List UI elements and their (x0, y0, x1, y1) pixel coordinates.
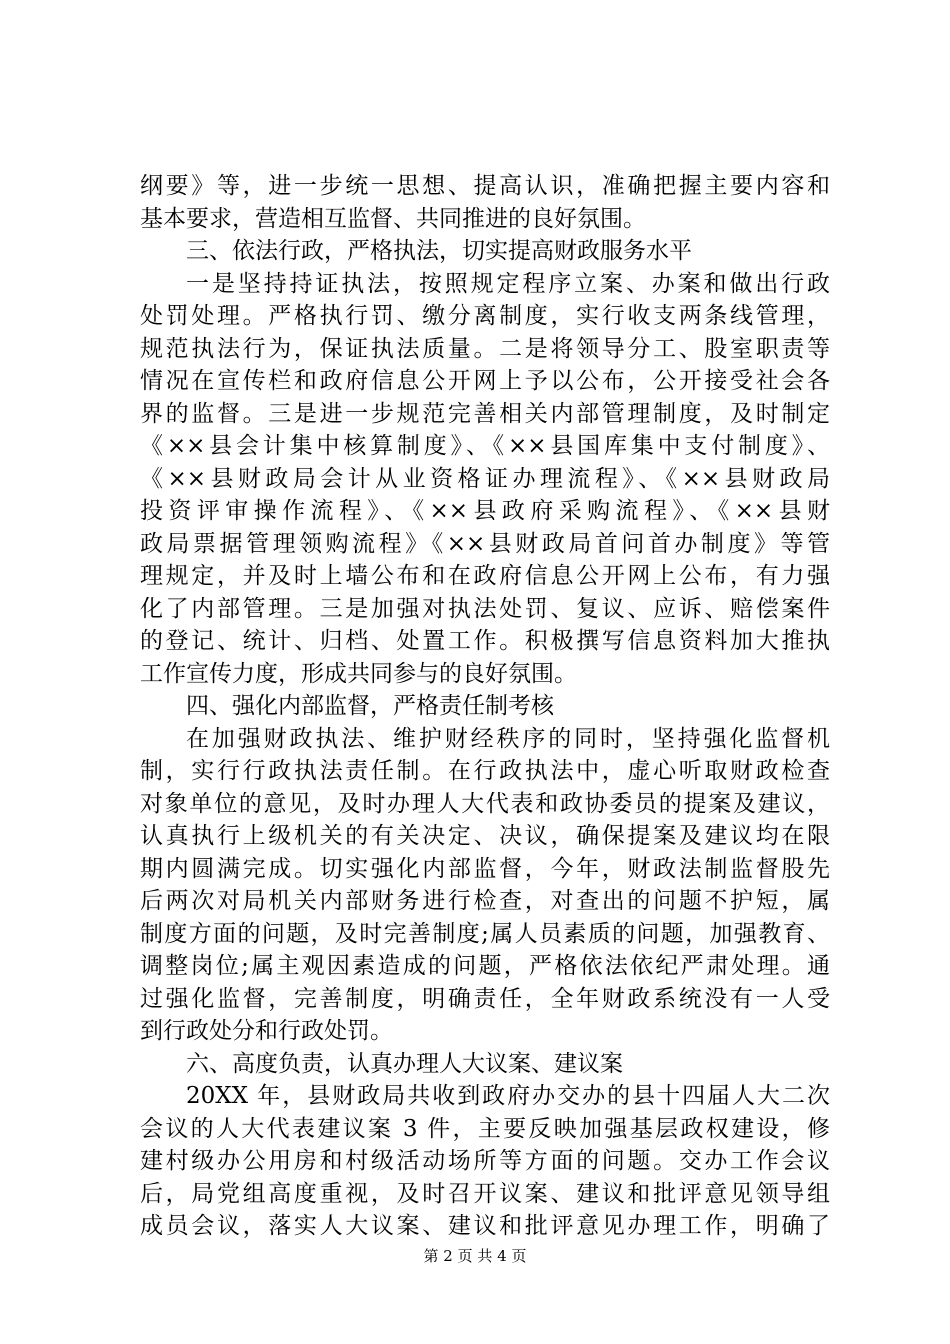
text-line: 化了内部管理。三是加强对执法处罚、复议、应诉、赔偿案件 (140, 595, 830, 622)
text-line: 三、依法行政，严格执法，切实提高财政服务水平 (186, 238, 692, 264)
text-line: 四、强化内部监督，严格责任制考核 (186, 693, 554, 719)
text-line: 在加强财政执法、维护财经秩序的同时，坚持强化监督机 (186, 725, 830, 752)
text-line: 成员会议，落实人大议案、建议和批评意见办理工作，明确了 (140, 1213, 830, 1239)
text-line: 《××县会计集中核算制度》、《××县国库集中支付制度》、 (140, 433, 830, 459)
text-line: 20XX 年，县财政局共收到政府办交办的县十四届人大二次 (186, 1083, 830, 1109)
document-body (140, 170, 830, 1243)
text-line: 工作宣传力度，形成共同参与的良好氛围。 (140, 660, 577, 687)
text-line: 界的监督。三是进一步规范完善相关内部管理制度，及时制定 (140, 400, 830, 427)
text-line: 建村级办公用房和村级活动场所等方面的问题。交办工作会议 (140, 1148, 830, 1174)
text-line: 认真执行上级机关的有关决定、决议，确保提案及建议均在限 (140, 823, 830, 849)
text-line: 过强化监督，完善制度，明确责任，全年财政系统没有一人受 (140, 985, 830, 1012)
text-line: 基本要求，营造相互监督、共同推进的良好氛围。 (140, 205, 646, 232)
text-line: 期内圆满完成。切实强化内部监督，今年，财政法制监督股先 (140, 855, 830, 882)
text-line: 的登记、统计、归档、处置工作。积极撰写信息资料加大推执 (140, 628, 830, 654)
text-line: 纲要》等，进一步统一思想、提高认识，准确把握主要内容和 (140, 173, 830, 199)
text-line: 一是坚持持证执法，按照规定程序立案、办案和做出行政 (186, 270, 830, 297)
text-line: 六、高度负责，认真办理人大议案、建议案 (186, 1050, 623, 1077)
text-line: 制，实行行政执法责任制。在行政执法中，虚心听取财政检查 (140, 758, 830, 784)
text-line: 规范执法行为，保证执法质量。二是将领导分工、股室职责等 (140, 335, 830, 362)
text-line: 处罚处理。严格执行罚、缴分离制度，实行收支两条线管理， (140, 303, 830, 329)
text-line: 到行政处分和行政处罚。 (140, 1018, 393, 1044)
text-line: 制度方面的问题，及时完善制度;属人员素质的问题，加强教育、 (140, 920, 830, 947)
text-line: 理规定，并及时上墙公布和在政府信息公开网上公布，有力强 (140, 563, 830, 589)
text-line: 对象单位的意见，及时办理人大代表和政协委员的提案及建议， (140, 790, 830, 817)
text-line: 政局票据管理领购流程》《××县财政局首问首办制度》等管 (140, 530, 830, 557)
text-line: 后，局党组高度重视，及时召开议案、建议和批评意见领导组 (140, 1180, 830, 1207)
text-line: 投资评审操作流程》、《××县政府采购流程》、《××县财 (140, 498, 830, 524)
text-line: 调整岗位;属主观因素造成的问题，严格依法依纪严肃处理。通 (140, 953, 830, 979)
text-line: 会议的人大代表建议案 3 件，主要反映加强基层政权建设，修 (140, 1115, 830, 1142)
text-line: 后两次对局机关内部财务进行检查，对查出的问题不护短，属 (140, 888, 830, 914)
page-footer: 第 2 页 共 4 页 (423, 1247, 527, 1265)
text-line: 情况在宣传栏和政府信息公开网上予以公布，公开接受社会各 (140, 368, 830, 394)
text-line: 《××县财政局会计从业资格证办理流程》、《××县财政局 (140, 465, 830, 492)
